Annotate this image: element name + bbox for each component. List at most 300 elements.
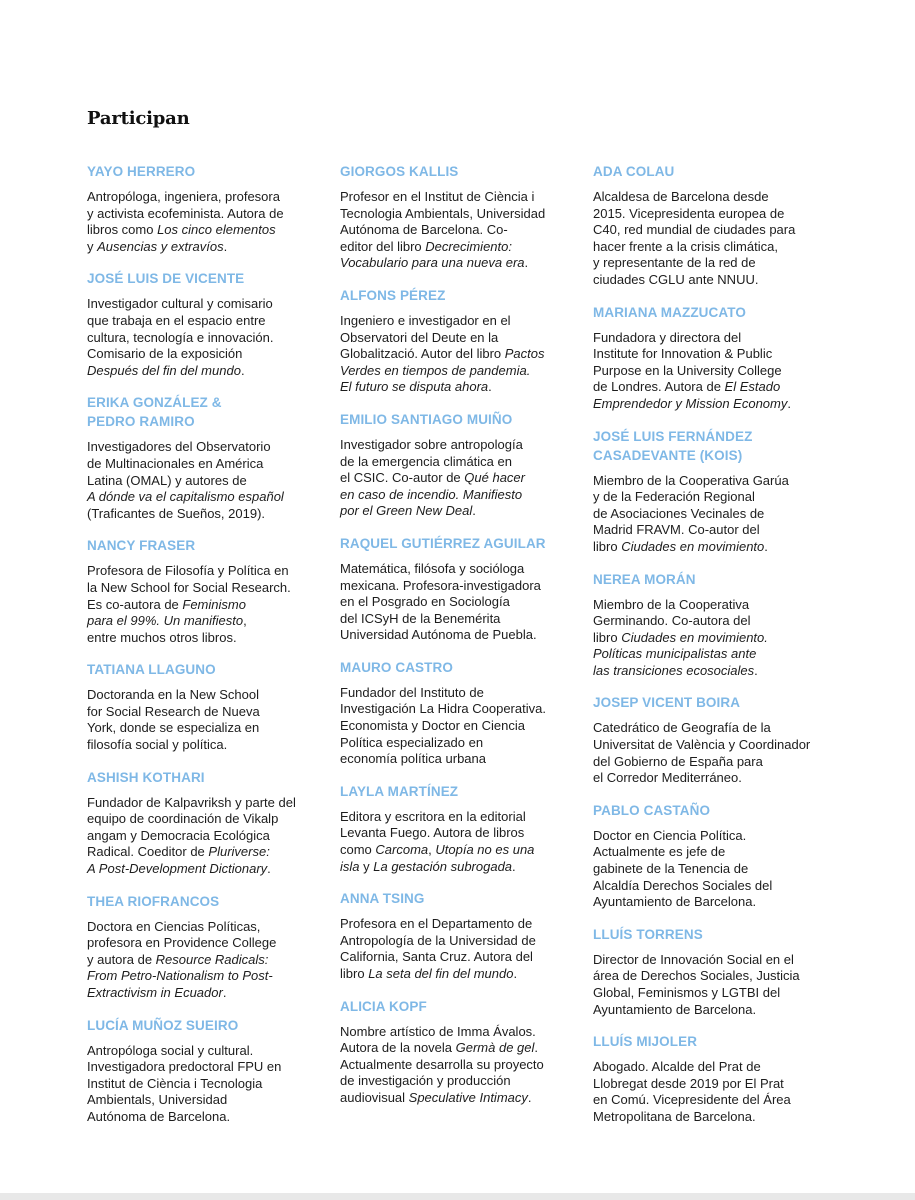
participant-bio-line <box>593 396 833 413</box>
participant-bio-line <box>340 594 572 611</box>
participant-bio <box>593 828 833 911</box>
participant-bio-line <box>340 561 572 578</box>
participant-bio-line <box>340 578 572 595</box>
participant-bio-line <box>593 1002 833 1019</box>
bio-text: Profesora en el Departamento de <box>340 916 533 932</box>
participant-name <box>593 303 833 322</box>
participant-name-line: ERIKA GONZÁLEZ & <box>87 395 222 411</box>
participant-bio-line <box>593 737 833 754</box>
participant-name-line: ANNA TSING <box>340 891 425 907</box>
participant-bio-line <box>87 580 319 597</box>
participant-name-line: LLUÍS MIJOLER <box>593 1034 698 1050</box>
bio-text: Universitat de València y Coordinador <box>593 737 811 753</box>
participant-bio-line <box>593 489 833 506</box>
work-title-text: las transiciones ecosociales <box>593 662 755 678</box>
participant-name-line: ADA COLAU <box>593 164 675 179</box>
participant-name-line: MAURO CASTRO <box>340 659 453 675</box>
bio-text: del Gobierno de España para <box>593 753 763 769</box>
participant-bio <box>340 685 572 768</box>
participant-entry <box>340 658 572 768</box>
bio-text: Metropolitana de Barcelona. <box>593 1108 756 1124</box>
work-title-text: Feminismo <box>182 596 246 612</box>
page-title: Participan <box>87 108 190 129</box>
work-title-text: por el Green New Deal <box>340 503 473 519</box>
participant-bio <box>340 916 572 982</box>
participant-bio <box>87 1043 319 1126</box>
participant-name <box>340 658 572 677</box>
bio-text: Antropología de la Universidad de <box>340 932 536 948</box>
bio-text: profesora en Providence College <box>87 935 277 951</box>
participant-name <box>593 162 833 181</box>
participant-bio-line <box>340 933 572 950</box>
bio-text: York, donde se especializa en <box>87 720 260 736</box>
bio-text: . <box>787 395 791 411</box>
bio-text: de la emergencia climática en <box>340 453 512 469</box>
participant-entry <box>87 660 319 753</box>
bio-text: Editora y escritora en la editorial <box>340 808 526 824</box>
participant-bio-line <box>593 985 833 1002</box>
participant-bio-line <box>593 952 833 969</box>
participant-entry <box>593 427 833 556</box>
participant-name-line: ALFONS PÉREZ <box>340 287 446 303</box>
participant-bio-line <box>87 456 319 473</box>
bio-text: que trabaja en el espacio entre <box>87 312 266 328</box>
participant-bio-line <box>87 844 319 861</box>
bio-text: Investigadora predoctoral FPU en <box>87 1059 282 1075</box>
bio-text: de Asociaciones Vecinales de <box>593 505 765 521</box>
participant-bio-line <box>87 687 319 704</box>
participant-entry <box>87 1016 319 1126</box>
participant-bio-line <box>340 255 572 272</box>
work-title-text: Carcoma <box>375 842 429 858</box>
participant-bio-line <box>340 487 572 504</box>
bio-text: Institute for Innovation & Public <box>593 346 773 362</box>
bio-text: for Social Research de Nueva <box>87 703 260 719</box>
participant-bio-line <box>87 630 319 647</box>
work-title-text: Después del fin del mundo <box>87 362 241 378</box>
participant-name-line: CASADEVANTE (KOIS) <box>593 447 743 463</box>
participant-bio-line <box>593 663 833 680</box>
participant-bio-line <box>593 379 833 396</box>
participant-name <box>340 782 572 801</box>
participant-name <box>340 534 572 553</box>
participant-bio-line <box>340 454 572 471</box>
participant-name-line: THEA RIOFRANCOS <box>87 893 220 909</box>
participant-name-line: GIORGOS KALLIS <box>340 164 459 179</box>
participant-bio-line <box>593 630 833 647</box>
bio-text: Madrid FRAVM. Co-autor del <box>593 522 760 538</box>
work-title-text: para el 99%. Un manifiesto <box>87 613 244 629</box>
participant-name <box>87 660 319 679</box>
participant-name <box>593 1032 833 1051</box>
bio-text: . <box>754 662 758 678</box>
work-title-text: Decrecimiento: <box>425 238 512 254</box>
participant-bio <box>593 473 833 556</box>
participant-bio-line <box>87 1043 319 1060</box>
participant-entry <box>87 892 319 1002</box>
participant-name <box>593 427 833 465</box>
work-title-text: El Estado <box>724 379 781 395</box>
participant-bio-line <box>87 985 319 1002</box>
participant-name <box>87 1016 319 1035</box>
participant-bio-line <box>340 1057 572 1074</box>
participant-name <box>87 393 319 431</box>
participant-bio-line <box>87 313 319 330</box>
participant-bio-line <box>593 506 833 523</box>
bio-text: Profesor en el Institut de Ciència i <box>340 189 535 204</box>
participant-bio <box>593 597 833 680</box>
participant-entry <box>340 286 572 396</box>
participant-bio <box>87 919 319 1002</box>
participant-bio <box>593 720 833 786</box>
bio-text: Institut de Ciència i Tecnologia <box>87 1075 263 1091</box>
bio-text: Director de Innovación Social en el <box>593 951 794 967</box>
work-title-text: Pluriverse: <box>208 844 270 860</box>
participant-bio-line <box>87 1092 319 1109</box>
bio-text: C40, red mundial de ciudades para <box>593 222 796 238</box>
bio-text: Global, Feminismos y LGTBI del <box>593 985 781 1000</box>
participant-entry <box>87 269 319 379</box>
participant-bio-line <box>87 296 319 313</box>
participant-name-line: NANCY FRASER <box>87 538 196 554</box>
bio-text: Doctora en Ciencias Políticas, <box>87 918 261 934</box>
participant-bio <box>87 296 319 379</box>
participant-bio <box>87 439 319 522</box>
participant-name-line: EMILIO SANTIAGO MUIÑO <box>340 411 513 427</box>
participant-name <box>87 892 319 911</box>
bio-text: gabinete de la Tenencia de <box>593 861 749 877</box>
bio-text: Fundador de Kalpavriksh y parte del <box>87 794 296 810</box>
participant-bio-line <box>593 346 833 363</box>
participant-bio-line <box>87 795 319 812</box>
bio-text: Actualmente es jefe de <box>593 844 726 860</box>
bio-text: California, Santa Cruz. Autora del <box>340 949 533 965</box>
page-bottom-rule <box>0 1193 915 1200</box>
participant-bio-line <box>340 611 572 628</box>
participant-bio <box>340 809 572 875</box>
bio-text: editor del libro <box>340 238 426 254</box>
work-title-text: Utopía no es una <box>435 842 535 858</box>
bio-text: hacer frente a la crisis climática, <box>593 238 778 254</box>
participant-entry <box>593 570 833 680</box>
work-title-text: La seta del fin del mundo <box>368 966 514 981</box>
participant-bio-line <box>87 935 319 952</box>
participant-bio <box>87 563 319 646</box>
participant-bio <box>593 952 833 1018</box>
participant-bio-line <box>340 470 572 487</box>
participant-name <box>87 536 319 555</box>
participant-bio-line <box>340 825 572 842</box>
participant-bio-line <box>340 949 572 966</box>
participant-bio-line <box>593 330 833 347</box>
participant-entry <box>593 693 833 786</box>
work-title-text: From Petro-Nationalism to Post- <box>87 968 273 984</box>
participant-bio-line <box>340 966 572 983</box>
participant-entry <box>87 768 319 878</box>
participant-entry <box>340 889 572 982</box>
work-title-text: Políticas municipalistas ante <box>593 646 757 662</box>
participants-column-1 <box>87 162 319 1140</box>
bio-text: área de Derechos Sociales, Justicia <box>593 968 800 984</box>
participant-entry <box>340 997 572 1107</box>
bio-text: de investigación y producción <box>340 1073 511 1089</box>
participant-bio-line <box>87 1076 319 1093</box>
participant-bio-line <box>340 735 572 752</box>
bio-text: el Corredor Mediterráneo. <box>593 770 742 786</box>
bio-text: entre muchos otros libros. <box>87 629 237 645</box>
bio-text: economía política urbana <box>340 751 486 767</box>
participant-bio-line <box>340 313 572 330</box>
participant-bio <box>340 313 572 396</box>
participant-bio-line <box>593 222 833 239</box>
participant-name-line: LUCÍA MUÑOZ SUEIRO <box>87 1017 239 1033</box>
work-title-text: Pactos <box>504 346 545 362</box>
participant-bio-line <box>340 842 572 859</box>
bio-text: Investigación La Hidra Cooperativa. <box>340 701 546 717</box>
work-title-text: Emprendedor y Mission Economy <box>593 395 788 411</box>
participant-bio-line <box>87 506 319 523</box>
participant-name-line: NEREA MORÁN <box>593 571 696 587</box>
bio-text: Universidad Autónoma de Puebla. <box>340 627 537 643</box>
bio-text: . <box>223 238 228 254</box>
participant-bio <box>593 1059 833 1125</box>
work-title-text: Qué hacer <box>464 470 525 486</box>
participant-name <box>593 801 833 820</box>
participant-bio <box>87 687 319 753</box>
bio-text: y <box>359 858 374 874</box>
participant-bio-line <box>593 844 833 861</box>
participant-bio-line <box>340 1073 572 1090</box>
bio-text: en Comú. Vicepresidente del Área <box>593 1092 791 1108</box>
bio-text: filosofía social y política. <box>87 737 228 753</box>
participant-name <box>593 693 833 712</box>
participant-bio-line <box>340 437 572 454</box>
participant-bio-line <box>340 206 572 223</box>
work-title-text: La gestación subrogada <box>373 858 513 874</box>
participant-name-line: JOSÉ LUIS DE VICENTE <box>87 271 245 287</box>
participant-bio-line <box>340 701 572 718</box>
bio-text: Actualmente desarrolla su proyecto <box>340 1056 544 1072</box>
work-title-text: El futuro se disputa ahora <box>340 379 489 395</box>
bio-text: Levanta Fuego. Autora de libros <box>340 825 525 841</box>
participant-bio-line <box>340 239 572 256</box>
bio-text: la New School for Social Research. <box>87 579 291 595</box>
bio-text: Antropóloga social y cultural. <box>87 1042 254 1058</box>
work-title-text: Speculative Intimacy <box>408 1089 528 1105</box>
bio-text: . <box>472 503 476 519</box>
bio-text: Autora de la novela <box>340 1040 456 1056</box>
participant-entry <box>340 534 572 644</box>
participant-bio-line <box>340 1040 572 1057</box>
work-title-text: Los cinco elementos <box>157 222 276 238</box>
participant-bio-line <box>593 754 833 771</box>
participant-bio-line <box>87 239 319 256</box>
participant-bio-line <box>593 968 833 985</box>
participant-entry <box>87 393 319 522</box>
participant-name <box>340 997 572 1016</box>
bio-text: Fundadora y directora del <box>593 329 742 345</box>
bio-text: Purpose en la University College <box>593 362 782 378</box>
bio-text: Ayuntamiento de Barcelona. <box>593 894 757 910</box>
participant-name-line: TATIANA LLAGUNO <box>87 662 216 678</box>
bio-text: Germinando. Co-autora del <box>593 613 751 629</box>
participant-entry <box>340 162 572 272</box>
bio-text: Ambientals, Universidad <box>87 1092 228 1108</box>
participant-name <box>87 269 319 288</box>
bio-text: Autónoma de Barcelona. Co- <box>340 222 508 238</box>
participant-bio-line <box>87 330 319 347</box>
participant-name <box>593 570 833 589</box>
participant-bio <box>87 795 319 878</box>
participant-bio-line <box>593 646 833 663</box>
participant-bio-line <box>593 473 833 490</box>
participant-bio-line <box>593 255 833 272</box>
bio-text: y representante de la red de <box>593 255 756 271</box>
bio-text: Alcaldía Derechos Sociales del <box>593 877 773 893</box>
bio-text: . <box>527 1089 532 1105</box>
work-title-text: Resource Radicals: <box>155 951 269 967</box>
participant-bio-line <box>593 894 833 911</box>
work-title-text: A Post-Development Dictionary <box>87 861 268 877</box>
participant-bio-line <box>593 1076 833 1093</box>
bio-text: equipo de coordinación de Vikalp <box>87 811 279 827</box>
work-title-text: A dónde va el capitalismo español <box>87 489 284 505</box>
participants-column-2 <box>340 162 572 1121</box>
participant-name <box>593 925 833 944</box>
bio-text: en el Posgrado en Sociología <box>340 594 510 610</box>
participant-bio-line <box>87 597 319 614</box>
participant-bio-line <box>87 720 319 737</box>
participant-bio-line <box>87 828 319 845</box>
bio-text: libro <box>593 629 622 645</box>
participant-bio-line <box>593 206 833 223</box>
participant-name <box>340 889 572 908</box>
bio-text: Política especializado en <box>340 734 484 750</box>
participant-bio-line <box>593 1059 833 1076</box>
bio-text: Tecnologia Ambientals, Universidad <box>340 205 546 221</box>
participant-entry <box>593 162 833 289</box>
participant-name <box>87 162 319 181</box>
participant-bio-line <box>593 613 833 630</box>
participant-bio-line <box>87 346 319 363</box>
participant-name-line: JOSÉ LUIS FERNÁNDEZ <box>593 428 753 444</box>
bio-text: el CSIC. Co-autor de <box>340 470 465 486</box>
participant-bio-line <box>593 861 833 878</box>
participant-name <box>340 410 572 429</box>
participant-bio-line <box>87 861 319 878</box>
participant-name-line: ASHISH KOTHARI <box>87 769 205 785</box>
bio-text: del ICSyH de la Benemérita <box>340 610 501 626</box>
bio-text: . <box>512 858 516 874</box>
participant-bio <box>340 1024 572 1107</box>
bio-text: Ayuntamiento de Barcelona. <box>593 1001 757 1017</box>
participant-bio-line <box>87 473 319 490</box>
participant-bio-line <box>340 189 572 206</box>
bio-text: . <box>524 255 529 271</box>
bio-text: cultura, tecnología e innovación. <box>87 329 274 345</box>
participant-bio-line <box>340 859 572 876</box>
work-title-text: isla <box>340 858 360 874</box>
bio-text: y autora de <box>87 951 156 967</box>
bio-text: Doctoranda en la New School <box>87 687 259 703</box>
bio-text: Radical. Coeditor de <box>87 844 209 860</box>
bio-text: Investigadores del Observatorio <box>87 439 271 455</box>
bio-text: Ingeniero e investigador en el <box>340 312 511 328</box>
participant-entry <box>593 303 833 413</box>
participant-bio <box>340 437 572 520</box>
participant-entry <box>340 410 572 520</box>
participant-entry <box>340 782 572 875</box>
participant-bio-line <box>340 330 572 347</box>
bio-text: Profesora de Filosofía y Política en <box>87 563 289 579</box>
participant-bio-line <box>593 770 833 787</box>
participant-bio-line <box>593 363 833 380</box>
bio-text: Fundador del Instituto de <box>340 684 484 700</box>
participant-bio-line <box>340 916 572 933</box>
participant-bio <box>340 561 572 644</box>
bio-text: Alcaldesa de Barcelona desde <box>593 189 769 204</box>
work-title-text: Extractivism in Ecuador <box>87 985 223 1000</box>
participant-entry <box>593 925 833 1018</box>
participant-bio-line <box>593 539 833 556</box>
participant-bio-line <box>593 1092 833 1109</box>
participant-bio-line <box>340 685 572 702</box>
participant-bio-line <box>87 613 319 630</box>
bio-text: Doctor en Ciencia Política. <box>593 827 747 843</box>
bio-text: y activista ecofeminista. Autora de <box>87 205 284 221</box>
work-title-text: Ausencias y extravíos <box>97 238 224 254</box>
bio-text: Miembro de la Cooperativa Garúa <box>593 472 789 488</box>
participant-name <box>340 286 572 305</box>
bio-text: Llobregat desde 2019 por El Prat <box>593 1075 784 1091</box>
bio-text: Latina (OMAL) y autores de <box>87 472 247 488</box>
bio-text: , <box>243 613 247 629</box>
work-title-text: en caso de incendio. Manifiesto <box>340 486 523 502</box>
participant-bio-line <box>340 1090 572 1107</box>
bio-text: angam y Democracia Ecológica <box>87 827 270 843</box>
bio-text: . <box>222 985 227 1000</box>
bio-text: . <box>240 362 245 378</box>
bio-text: Autónoma de Barcelona. <box>87 1108 231 1124</box>
participant-bio-line <box>340 809 572 826</box>
participant-bio-line <box>87 1109 319 1126</box>
participant-bio <box>340 189 572 272</box>
participant-name-line: LAYLA MARTÍNEZ <box>340 783 459 799</box>
participant-entry <box>87 536 319 646</box>
participant-entry <box>593 801 833 911</box>
participant-bio-line <box>340 503 572 520</box>
work-title-text: Ciudades en movimiento <box>621 538 765 554</box>
bio-text: Investigador sobre antropología <box>340 436 523 452</box>
participant-name-line: MARIANA MAZZUCATO <box>593 304 746 320</box>
participant-name-line: ALICIA KOPF <box>340 998 427 1014</box>
bio-text: Globalització. Autor del libro <box>340 346 505 362</box>
bio-text: 2015. Vicepresidenta europea de <box>593 205 785 221</box>
bio-text: de Londres. Autora de <box>593 379 725 395</box>
bio-text: , <box>428 842 436 858</box>
work-title-text: Verdes en tiempos de pandemia. <box>340 362 531 378</box>
bio-text: ciudades CGLU ante NNUU. <box>593 271 759 287</box>
bio-text: libros como <box>87 222 158 238</box>
participant-bio-line <box>593 828 833 845</box>
participant-entry <box>593 1032 833 1125</box>
participant-bio-line <box>340 718 572 735</box>
participant-name <box>87 768 319 787</box>
participant-bio-line <box>340 363 572 380</box>
participant-bio-line <box>87 206 319 223</box>
participant-bio-line <box>87 489 319 506</box>
participant-bio <box>593 330 833 413</box>
